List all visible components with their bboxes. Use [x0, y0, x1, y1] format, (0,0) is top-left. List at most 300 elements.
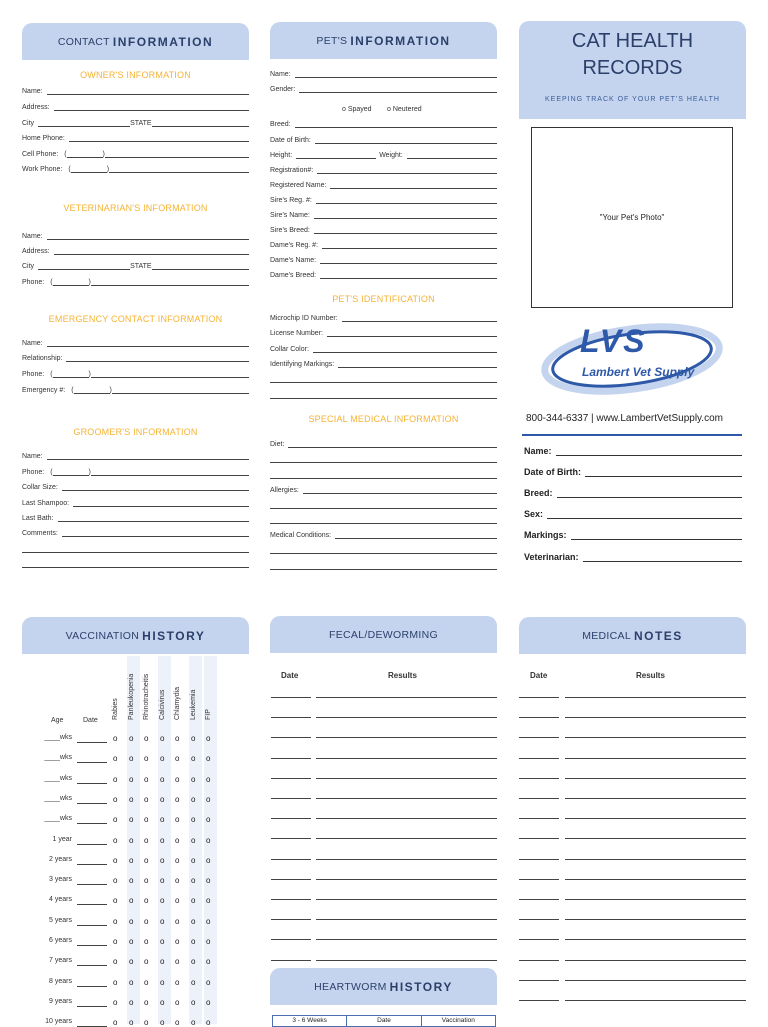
lvs-logo-letters-text: LVS — [580, 323, 647, 359]
vet-field-2-label: City — [22, 263, 35, 270]
notes-results-line-7[interactable] — [565, 838, 746, 839]
notes-date-line-5[interactable] — [519, 798, 559, 799]
vaccination-date-line-3[interactable] — [77, 803, 107, 804]
records-tagline: KEEPING TRACK OF YOUR PET'S HEALTH — [545, 96, 720, 103]
pet-field-reg-7[interactable] — [270, 271, 497, 279]
vaccination-checkbox-10-2[interactable]: o — [144, 937, 149, 946]
vaccination-header-small: VACCINATION — [65, 629, 140, 642]
vaccination-checkbox-7-0[interactable]: o — [113, 876, 118, 886]
owner-field-3-label: Home Phone: — [22, 135, 65, 142]
vaccination-checkbox-4-0[interactable]: o — [113, 815, 118, 825]
vaccination-checkbox-5-3[interactable]: o — [160, 835, 165, 845]
vaccination-checkbox-2-2[interactable]: o — [144, 774, 149, 784]
vaccination-checkbox-11-2[interactable]: o — [144, 957, 149, 967]
vaccination-checkbox-14-6[interactable]: o — [206, 1018, 211, 1027]
diet-line-3[interactable] — [270, 478, 497, 479]
vaccination-checkbox-14-2[interactable]: o — [144, 1018, 149, 1027]
owner-field-1-label: Address: — [22, 104, 50, 111]
record-field-0[interactable] — [524, 446, 742, 456]
vaccination-checkbox-11-3[interactable]: o — [160, 957, 165, 967]
fecal-results-line-4[interactable] — [316, 778, 497, 779]
vaccination-date-line-12[interactable] — [77, 986, 107, 987]
fecal-results-line-8[interactable] — [316, 859, 497, 860]
vaccination-checkbox-11-1[interactable]: o — [129, 957, 134, 967]
vaccination-checkbox-1-2[interactable]: o — [144, 754, 149, 764]
fecal-results-line-10[interactable] — [316, 899, 497, 900]
fecal-date-line-10[interactable] — [271, 899, 311, 900]
vet-field-2-city-line — [38, 262, 130, 270]
vaccination-date-line-13[interactable] — [77, 1006, 107, 1007]
groomer-field-1-paren-close: ) — [88, 469, 91, 476]
vaccination-checkbox-11-5[interactable]: o — [191, 957, 196, 967]
vaccination-checkbox-0-1[interactable]: o — [129, 734, 134, 743]
notes-results-line-1[interactable] — [565, 717, 746, 718]
vaccination-checkbox-14-0[interactable]: o — [113, 1018, 118, 1027]
fecal-date-line-1[interactable] — [271, 717, 311, 718]
vaccination-checkbox-8-6[interactable]: o — [206, 896, 211, 906]
vaccination-checkbox-8-1[interactable]: o — [129, 896, 134, 906]
fecal-results-line-0[interactable] — [316, 697, 497, 698]
record-field-2[interactable] — [524, 488, 742, 498]
fecal-results-line-7[interactable] — [316, 838, 497, 839]
emergency-field-3-paren-close: ) — [109, 387, 112, 394]
notes-results-line-14[interactable] — [565, 980, 746, 981]
owner-field-0[interactable] — [22, 87, 249, 95]
fecal-results-line-3[interactable] — [316, 758, 497, 759]
groomer-field-3[interactable] — [22, 499, 249, 507]
fecal-results-line-11[interactable] — [316, 919, 497, 920]
fecal-date-line-2[interactable] — [271, 737, 311, 738]
medical-field-conditions[interactable] — [270, 531, 497, 539]
vaccination-checkbox-14-1[interactable]: o — [129, 1018, 134, 1027]
fecal-results-line-6[interactable] — [316, 818, 497, 819]
emergency-field-2-paren-open: ( — [50, 371, 53, 378]
vaccination-age-12: 8 years — [49, 977, 72, 985]
groomer-field-0[interactable] — [22, 452, 249, 460]
vaccination-checkbox-5-0[interactable]: o — [113, 835, 118, 845]
notes-results-line-0[interactable] — [565, 697, 746, 698]
pet-field-breed[interactable] — [270, 120, 497, 128]
notes-results-line-12[interactable] — [565, 939, 746, 940]
vaccination-checkbox-6-0[interactable]: o — [113, 855, 118, 865]
vaccination-checkbox-2-5[interactable]: o — [191, 774, 196, 784]
fecal-results-line-9[interactable] — [316, 879, 497, 880]
vaccination-checkbox-9-1[interactable]: o — [129, 916, 134, 926]
record-field-3[interactable] — [524, 509, 742, 519]
notes-results-line-4[interactable] — [565, 778, 746, 779]
markings-line-3[interactable] — [270, 398, 497, 399]
emergency-field-0-line — [47, 339, 249, 347]
pet-id-field-1[interactable] — [270, 329, 497, 337]
heartworm-header-small: HEARTWORM — [314, 980, 387, 993]
notes-results-line-6[interactable] — [565, 818, 746, 819]
vaccination-checkbox-13-5[interactable]: o — [191, 997, 196, 1007]
notes-results-line-9[interactable] — [565, 879, 746, 880]
vet-field-2-state-label: STATE — [130, 263, 152, 270]
fecal-date-line-13[interactable] — [271, 960, 311, 961]
heartworm-history-header — [270, 968, 497, 1005]
pet-field-reg-5[interactable] — [270, 241, 497, 249]
fecal-date-line-6[interactable] — [271, 818, 311, 819]
pet-id-field-2[interactable] — [270, 345, 497, 353]
vaccination-age-9: 5 years — [49, 916, 72, 924]
vaccination-checkbox-6-3[interactable]: o — [160, 855, 165, 865]
phone-website: 800-344-6337 | www.LambertVetSupply.com — [526, 413, 723, 424]
fecal-header: FECAL/DEWORMING — [329, 628, 438, 641]
emergency-field-1[interactable] — [22, 354, 249, 362]
vaccination-checkbox-10-0[interactable]: o — [113, 937, 118, 946]
vaccination-checkbox-3-0[interactable]: o — [113, 794, 118, 804]
fecal-date-line-8[interactable] — [271, 859, 311, 860]
vaccination-checkbox-12-5[interactable]: o — [191, 977, 196, 987]
pet-field-reg-0[interactable] — [270, 166, 497, 174]
vaccination-checkbox-12-2[interactable]: o — [144, 977, 149, 987]
vaccination-date-line-6[interactable] — [77, 864, 107, 865]
vaccination-checkbox-12-6[interactable]: o — [206, 977, 211, 987]
vaccination-checkbox-1-4[interactable]: o — [175, 754, 180, 764]
vaccination-checkbox-2-4[interactable]: o — [175, 774, 180, 784]
vaccination-checkbox-0-6[interactable]: o — [206, 734, 211, 743]
fecal-date-line-9[interactable] — [271, 879, 311, 880]
vaccination-checkbox-2-3[interactable]: o — [160, 774, 165, 784]
vaccination-date-line-10[interactable] — [77, 945, 107, 946]
vaccination-checkbox-6-2[interactable]: o — [144, 855, 149, 865]
pet-id-field-3[interactable] — [270, 360, 497, 368]
vaccination-checkbox-14-4[interactable]: o — [175, 1018, 180, 1027]
vaccination-checkbox-2-0[interactable]: o — [113, 774, 118, 784]
notes-results-line-10[interactable] — [565, 899, 746, 900]
conditions-line-2[interactable] — [270, 553, 497, 554]
vaccination-checkbox-11-0[interactable]: o — [113, 957, 118, 967]
vaccination-checkbox-7-3[interactable]: o — [160, 876, 165, 886]
notes-date-line-14[interactable] — [519, 980, 559, 981]
vaccination-checkbox-8-4[interactable]: o — [175, 896, 180, 906]
notes-date-line-4[interactable] — [519, 778, 559, 779]
diet-line-2[interactable] — [270, 462, 497, 463]
vaccination-checkbox-7-4[interactable]: o — [175, 876, 180, 886]
vaccination-checkbox-1-3[interactable]: o — [160, 754, 165, 764]
spayed-option[interactable]: o Spayed — [342, 106, 372, 113]
vaccination-checkbox-14-5[interactable]: o — [191, 1018, 196, 1027]
pet-field-dob[interactable] — [270, 136, 497, 144]
owner-field-4[interactable] — [22, 150, 249, 158]
vaccination-checkbox-9-0[interactable]: o — [113, 916, 118, 926]
notes-date-line-15[interactable] — [519, 1000, 559, 1001]
conditions-line-3[interactable] — [270, 569, 497, 570]
fecal-results-line-1[interactable] — [316, 717, 497, 718]
vaccination-checkbox-9-4[interactable]: o — [175, 916, 180, 926]
fecal-results-line-13[interactable] — [316, 960, 497, 961]
fecal-date-line-7[interactable] — [271, 838, 311, 839]
vaccination-checkbox-8-0[interactable]: o — [113, 896, 118, 906]
owner-field-1[interactable] — [22, 103, 249, 111]
vaccination-checkbox-4-3[interactable]: o — [160, 815, 165, 825]
notes-header-big: NOTES — [633, 628, 683, 643]
emergency-field-3-area-line — [74, 386, 110, 394]
vaccination-checkbox-12-3[interactable]: o — [160, 977, 165, 987]
vaccination-checkbox-3-1[interactable]: o — [129, 794, 134, 804]
notes-date-line-12[interactable] — [519, 939, 559, 940]
vaccination-checkbox-7-2[interactable]: o — [144, 876, 149, 886]
owner-field-4-area-line — [67, 150, 103, 158]
record-field-2-line — [557, 488, 742, 498]
vaccination-checkbox-2-6[interactable]: o — [206, 774, 211, 784]
fecal-date-line-0[interactable] — [271, 697, 311, 698]
vaccination-checkbox-7-5[interactable]: o — [191, 876, 196, 886]
pet-field-name-label: Name: — [270, 71, 291, 78]
pet-field-reg-6[interactable] — [270, 256, 497, 264]
vaccination-checkbox-9-3[interactable]: o — [160, 916, 165, 926]
vaccination-date-line-4[interactable] — [77, 823, 107, 824]
vaccination-checkbox-5-4[interactable]: o — [175, 835, 180, 845]
pet-field-reg-2[interactable] — [270, 196, 497, 204]
vaccination-checkbox-12-4[interactable]: o — [175, 977, 180, 987]
vaccination-checkbox-4-6[interactable]: o — [206, 815, 211, 825]
pet-id-field-0[interactable] — [270, 314, 497, 322]
vaccination-checkbox-0-4[interactable]: o — [175, 734, 180, 743]
vaccination-checkbox-11-6[interactable]: o — [206, 957, 211, 967]
pet-height-label: Height: — [270, 152, 293, 159]
vaccination-checkbox-1-6[interactable]: o — [206, 754, 211, 764]
vaccination-checkbox-0-0[interactable]: o — [113, 734, 118, 743]
markings-line-2[interactable] — [270, 382, 497, 383]
notes-results-label: Results — [636, 671, 665, 680]
notes-date-line-3[interactable] — [519, 758, 559, 759]
emergency-field-0[interactable] — [22, 339, 249, 347]
medical-field-diet[interactable] — [270, 440, 497, 448]
vaccination-date-line-2[interactable] — [77, 783, 107, 784]
groomer-field-0-label: Name: — [22, 453, 43, 460]
notes-results-line-15[interactable] — [565, 1000, 746, 1001]
notes-date-line-6[interactable] — [519, 818, 559, 819]
pet-id-field-3-line — [338, 360, 497, 368]
vaccination-checkbox-1-1[interactable]: o — [129, 754, 134, 764]
pet-field-name[interactable] — [270, 70, 497, 78]
vaccination-checkbox-8-2[interactable]: o — [144, 896, 149, 906]
pet-field-reg-1[interactable] — [270, 181, 497, 189]
vaccination-checkbox-4-2[interactable]: o — [144, 815, 149, 825]
allergies-line-3[interactable] — [270, 523, 497, 524]
notes-date-line-0[interactable] — [519, 697, 559, 698]
notes-date-line-1[interactable] — [519, 717, 559, 718]
record-field-5[interactable] — [524, 552, 742, 562]
lvs-logo — [540, 315, 725, 397]
vet-field-3-area-line — [53, 278, 89, 286]
medical-field-allergies[interactable] — [270, 486, 497, 494]
fecal-date-line-5[interactable] — [271, 798, 311, 799]
groomer-field-1-paren-open: ( — [50, 469, 53, 476]
emergency-field-3[interactable] — [22, 386, 249, 394]
vaccination-checkbox-10-3[interactable]: o — [160, 937, 165, 946]
vaccination-checkbox-9-2[interactable]: o — [144, 916, 149, 926]
vaccination-checkbox-12-1[interactable]: o — [129, 977, 134, 987]
owner-field-4-paren-close: ) — [102, 151, 105, 158]
vaccination-checkbox-10-4[interactable]: o — [175, 937, 180, 946]
vaccination-checkbox-10-5[interactable]: o — [191, 937, 196, 946]
owner-field-4-number-line — [102, 150, 249, 158]
vaccination-history-header — [22, 617, 249, 654]
vaccination-checkbox-5-6[interactable]: o — [206, 835, 211, 845]
groomer-field-5-line — [62, 529, 249, 537]
pet-field-breed-line — [295, 120, 497, 128]
fecal-date-line-12[interactable] — [271, 939, 311, 940]
vaccination-checkbox-13-1[interactable]: o — [129, 997, 134, 1007]
fecal-date-line-11[interactable] — [271, 919, 311, 920]
vaccination-checkbox-9-6[interactable]: o — [206, 916, 211, 926]
vaccination-date-line-7[interactable] — [77, 884, 107, 885]
pet-id-field-0-label: Microchip ID Number: — [270, 315, 338, 322]
vaccination-checkbox-7-6[interactable]: o — [206, 876, 211, 886]
vaccination-checkbox-14-3[interactable]: o — [160, 1018, 165, 1027]
special-medical-title: SPECIAL MEDICAL INFORMATION — [308, 414, 459, 424]
notes-results-line-11[interactable] — [565, 919, 746, 920]
record-field-5-label: Veterinarian: — [524, 552, 579, 562]
pets-header-big: INFORMATION — [350, 33, 451, 48]
vaccination-checkbox-8-5[interactable]: o — [191, 896, 196, 906]
emergency-field-3-number-line — [109, 386, 249, 394]
vet-field-0[interactable] — [22, 232, 249, 240]
owner-information-title: OWNER'S INFORMATION — [80, 70, 191, 80]
groomer-comments-line-2[interactable] — [22, 552, 249, 553]
pet-field-reg-1-line — [330, 181, 497, 189]
groomer-field-2[interactable] — [22, 483, 249, 491]
pet-photo-placeholder: "Your Pet's Photo" — [599, 213, 665, 222]
vaccination-checkbox-1-5[interactable]: o — [191, 754, 196, 764]
owner-field-5[interactable] — [22, 165, 249, 173]
vaccination-checkbox-0-2[interactable]: o — [144, 734, 149, 743]
fecal-results-line-12[interactable] — [316, 939, 497, 940]
neutered-option[interactable]: o Neutered — [387, 106, 422, 113]
vaccination-date-line-9[interactable] — [77, 925, 107, 926]
vaccination-checkbox-3-5[interactable]: o — [191, 794, 196, 804]
vaccination-date-line-1[interactable] — [77, 762, 107, 763]
notes-results-line-3[interactable] — [565, 758, 746, 759]
groomer-field-5-label: Comments: — [22, 530, 58, 537]
groomer-field-5[interactable] — [22, 529, 249, 537]
vaccination-age-10: 6 years — [49, 937, 72, 944]
vaccination-checkbox-10-1[interactable]: o — [129, 937, 134, 946]
vaccination-checkbox-3-6[interactable]: o — [206, 794, 211, 804]
notes-date-line-8[interactable] — [519, 859, 559, 860]
vaccination-checkbox-13-2[interactable]: o — [144, 997, 149, 1007]
vaccination-date-line-11[interactable] — [77, 965, 107, 966]
vaccination-date-line-0[interactable] — [77, 742, 107, 743]
groomer-field-1[interactable] — [22, 468, 249, 476]
notes-results-line-13[interactable] — [565, 960, 746, 961]
pet-field-height-weight[interactable] — [270, 151, 497, 159]
vaccination-checkbox-6-1[interactable]: o — [129, 855, 134, 865]
emergency-field-2-paren-close: ) — [88, 371, 91, 378]
vaccination-age-5: 1 year — [52, 835, 72, 843]
vaccination-checkbox-11-4[interactable]: o — [175, 957, 180, 967]
notes-date-line-11[interactable] — [519, 919, 559, 920]
pet-field-reg-7-line — [320, 271, 497, 279]
pets-identification-title: PET'S IDENTIFICATION — [332, 294, 435, 304]
vaccination-checkbox-6-6[interactable]: o — [206, 855, 211, 865]
vaccination-checkbox-3-3[interactable]: o — [160, 794, 165, 804]
vaccination-checkbox-8-3[interactable]: o — [160, 896, 165, 906]
vaccination-date-line-8[interactable] — [77, 904, 107, 905]
groomer-comments-line-3[interactable] — [22, 567, 249, 568]
record-field-1-line — [585, 467, 742, 477]
record-field-4[interactable] — [524, 530, 742, 540]
notes-date-line-2[interactable] — [519, 737, 559, 738]
vaccination-checkbox-9-5[interactable]: o — [191, 916, 196, 926]
notes-results-line-8[interactable] — [565, 859, 746, 860]
fecal-date-line-3[interactable] — [271, 758, 311, 759]
pet-field-reg-4-label: Sire's Breed: — [270, 227, 310, 234]
fecal-results-label: Results — [388, 671, 417, 680]
pet-field-reg-4[interactable] — [270, 226, 497, 234]
vaccination-checkbox-13-6[interactable]: o — [206, 997, 211, 1007]
vaccination-age-4: ____wks — [44, 815, 72, 823]
allergies-line-2[interactable] — [270, 508, 497, 509]
notes-date-line-7[interactable] — [519, 838, 559, 839]
contact-information-header — [22, 23, 249, 60]
vaccination-checkbox-2-1[interactable]: o — [129, 774, 134, 784]
record-field-1[interactable] — [524, 467, 742, 477]
owner-field-2[interactable] — [22, 119, 249, 127]
record-field-3-label: Sex: — [524, 509, 544, 519]
notes-date-line-13[interactable] — [519, 960, 559, 961]
notes-date-line-9[interactable] — [519, 879, 559, 880]
notes-results-line-5[interactable] — [565, 798, 746, 799]
vaccination-checkbox-4-5[interactable]: o — [191, 815, 196, 825]
pet-field-gender[interactable] — [270, 85, 497, 93]
groomer-field-3-label: Last Shampoo: — [22, 500, 70, 507]
vaccination-checkbox-13-4[interactable]: o — [175, 997, 180, 1007]
owner-field-3[interactable] — [22, 134, 249, 142]
owner-field-5-paren-open: ( — [68, 166, 71, 173]
record-field-4-label: Markings: — [524, 530, 567, 540]
pet-photo-box — [531, 127, 733, 308]
vaccine-label-4: Chlamydia — [174, 686, 181, 720]
vaccination-checkbox-13-3[interactable]: o — [160, 997, 165, 1007]
owner-field-2-state-line — [152, 119, 249, 127]
vaccination-checkbox-7-1[interactable]: o — [129, 876, 134, 886]
pet-field-reg-3[interactable] — [270, 211, 497, 219]
vaccination-checkbox-13-0[interactable]: o — [113, 997, 118, 1007]
vaccination-date-line-5[interactable] — [77, 844, 107, 845]
fecal-results-line-5[interactable] — [316, 798, 497, 799]
vet-field-3[interactable] — [22, 278, 249, 286]
vaccination-checkbox-12-0[interactable]: o — [113, 977, 118, 987]
fecal-date-line-4[interactable] — [271, 778, 311, 779]
vaccination-checkbox-4-1[interactable]: o — [129, 815, 134, 825]
vaccination-checkbox-4-4[interactable]: o — [175, 815, 180, 825]
vet-field-2[interactable] — [22, 262, 249, 270]
vaccination-checkbox-10-6[interactable]: o — [206, 937, 211, 946]
vaccination-checkbox-5-1[interactable]: o — [129, 835, 134, 845]
notes-date-line-10[interactable] — [519, 899, 559, 900]
record-field-2-label: Breed: — [524, 488, 553, 498]
vet-field-1[interactable] — [22, 247, 249, 255]
vaccination-checkbox-0-3[interactable]: o — [160, 734, 165, 743]
vaccination-checkbox-6-4[interactable]: o — [175, 855, 180, 865]
vaccination-checkbox-3-2[interactable]: o — [144, 794, 149, 804]
emergency-field-2[interactable] — [22, 370, 249, 378]
vaccination-checkbox-5-5[interactable]: o — [191, 835, 196, 845]
owner-field-0-label: Name: — [22, 88, 43, 95]
vaccination-checkbox-6-5[interactable]: o — [191, 855, 196, 865]
notes-results-line-2[interactable] — [565, 737, 746, 738]
vaccination-checkbox-5-2[interactable]: o — [144, 835, 149, 845]
fecal-results-line-2[interactable] — [316, 737, 497, 738]
vaccination-checkbox-0-5[interactable]: o — [191, 734, 196, 743]
vaccination-checkbox-3-4[interactable]: o — [175, 794, 180, 804]
vaccination-checkbox-1-0[interactable]: o — [113, 754, 118, 764]
groomer-field-4[interactable] — [22, 514, 249, 522]
